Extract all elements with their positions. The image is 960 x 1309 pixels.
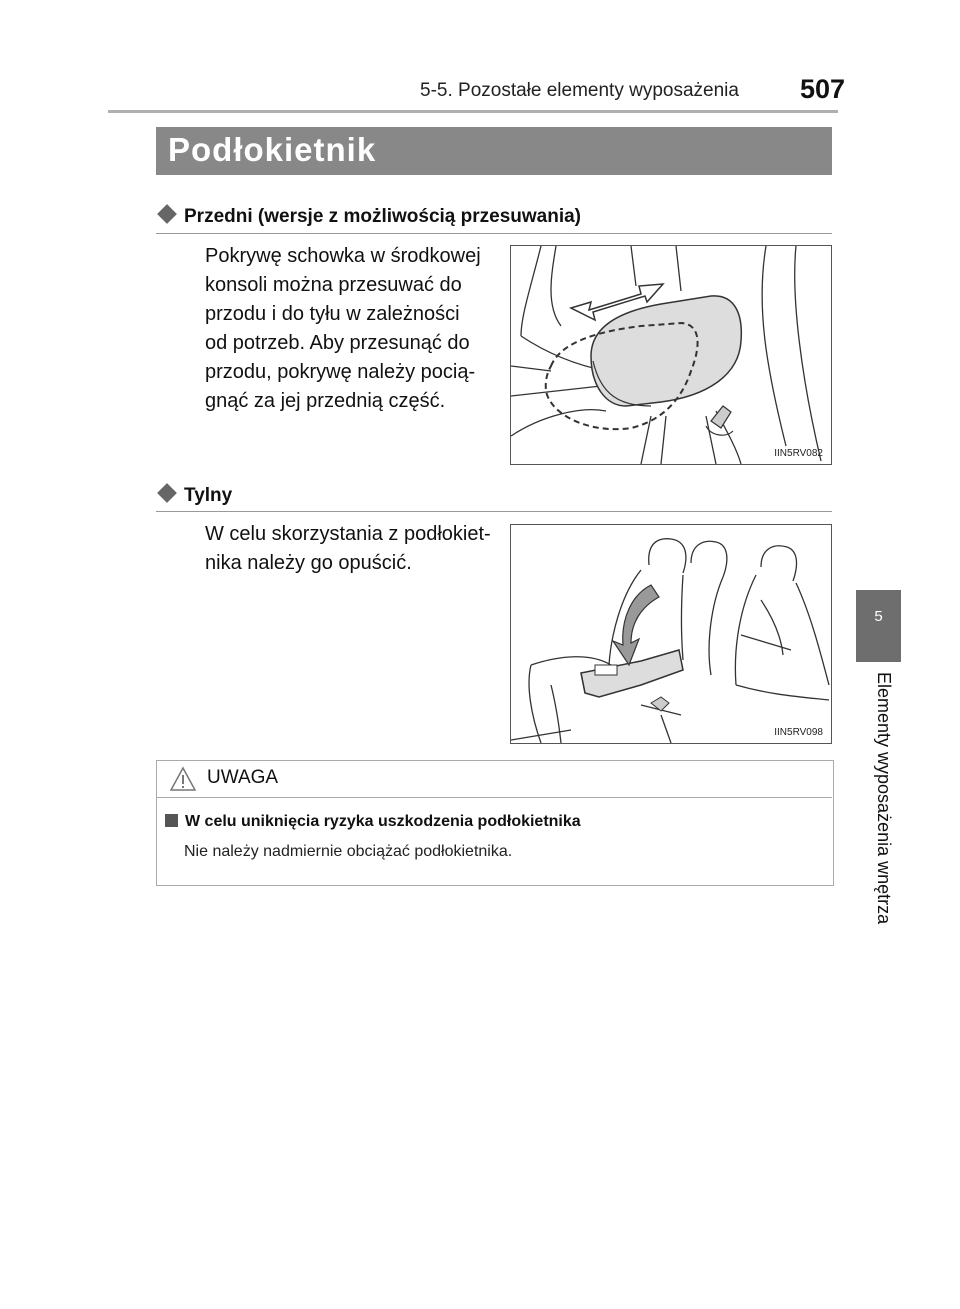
warning-triangle-icon (169, 766, 197, 797)
header-section-title: 5-5. Pozostałe elementy wyposażenia (420, 80, 739, 101)
caution-text: Nie należy nadmiernie obciążać podłokietnika. (184, 843, 513, 860)
rear-armrest-drawing (511, 525, 831, 743)
front-heading-text: Przedni (wersje z możliwością przesuwania) (184, 206, 582, 227)
page-title: Podłokietnik (168, 131, 377, 168)
front-armrest-drawing (511, 246, 831, 464)
rear-heading (160, 485, 232, 507)
chapter-tab (856, 590, 901, 662)
caution-label: UWAGA (207, 767, 279, 788)
caution-subheading-text: W celu uniknięcia ryzyka uszkodzenia podłokietnika (185, 813, 581, 830)
front-armrest-illustration (510, 245, 832, 465)
rear-heading-rule (156, 511, 832, 512)
page-number: 507 (800, 74, 846, 104)
front-line: konsoli można przesuwać do (205, 274, 462, 296)
front-figure-code: IIN5RV082 (774, 448, 823, 459)
front-heading-rule (156, 233, 832, 234)
front-line: gnąć za jej przednią część. (205, 390, 446, 412)
caution-subheading (165, 813, 581, 831)
rear-paragraph (205, 520, 495, 578)
rear-line: nika należy go opuścić. (205, 552, 412, 574)
diamond-bullet-icon (157, 483, 177, 503)
front-line: Pokrywę schowka w środkowej (205, 245, 481, 267)
header-rule (108, 110, 838, 113)
front-heading (160, 206, 581, 228)
front-line: od potrzeb. Aby przesunąć do (205, 332, 470, 354)
rear-line: W celu skorzystania z podłokiet- (205, 523, 491, 545)
front-line: przodu i do tyłu w zależności (205, 303, 460, 325)
chapter-number: 5 (874, 608, 883, 625)
rear-armrest-illustration (510, 524, 832, 744)
front-paragraph (205, 242, 491, 416)
front-line: przodu, pokrywę należy pocią- (205, 361, 476, 383)
rear-figure-code: IIN5RV098 (774, 727, 823, 738)
chapter-label: Elementy wyposażenia wnętrza (874, 672, 894, 925)
rear-heading-text: Tylny (184, 485, 233, 506)
diamond-bullet-icon (157, 204, 177, 224)
square-bullet-icon (165, 814, 178, 827)
